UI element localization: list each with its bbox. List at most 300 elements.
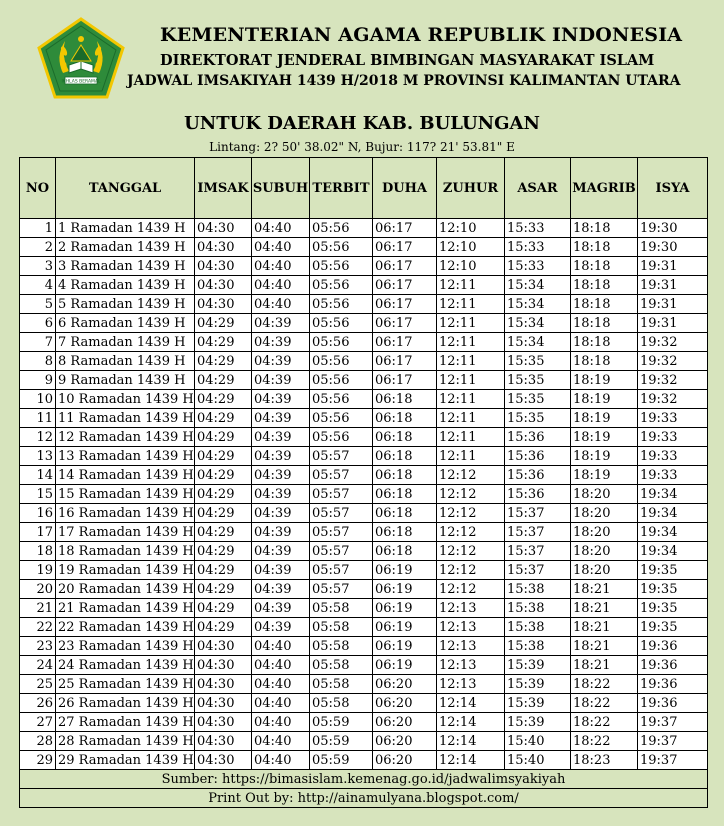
cell-subuh: 04:39 xyxy=(252,428,310,447)
cell-subuh: 04:40 xyxy=(252,276,310,295)
cell-terbit: 05:57 xyxy=(310,504,373,523)
cell-magrib: 18:18 xyxy=(571,314,638,333)
cell-no: 10 xyxy=(20,390,56,409)
cell-subuh: 04:39 xyxy=(252,314,310,333)
cell-magrib: 18:19 xyxy=(571,447,638,466)
cell-terbit: 05:56 xyxy=(310,276,373,295)
cell-duha: 06:19 xyxy=(373,561,437,580)
cell-subuh: 04:40 xyxy=(252,257,310,276)
cell-no: 25 xyxy=(20,675,56,694)
cell-magrib: 18:18 xyxy=(571,219,638,238)
cell-tanggal: 19 Ramadan 1439 H xyxy=(56,561,195,580)
cell-asar: 15:33 xyxy=(505,257,571,276)
cell-duha: 06:17 xyxy=(373,276,437,295)
cell-terbit: 05:57 xyxy=(310,447,373,466)
cell-no: 12 xyxy=(20,428,56,447)
cell-zuhur: 12:12 xyxy=(437,504,505,523)
cell-magrib: 18:18 xyxy=(571,276,638,295)
cell-isya: 19:35 xyxy=(638,580,708,599)
cell-subuh: 04:39 xyxy=(252,580,310,599)
cell-imsak: 04:29 xyxy=(195,333,252,352)
cell-magrib: 18:23 xyxy=(571,751,638,770)
cell-zuhur: 12:11 xyxy=(437,314,505,333)
cell-zuhur: 12:10 xyxy=(437,257,505,276)
cell-tanggal: 17 Ramadan 1439 H xyxy=(56,523,195,542)
table-header-row xyxy=(20,158,708,219)
cell-tanggal: 24 Ramadan 1439 H xyxy=(56,656,195,675)
cell-isya: 19:35 xyxy=(638,561,708,580)
cell-no: 1 xyxy=(20,219,56,238)
cell-subuh: 04:39 xyxy=(252,504,310,523)
cell-subuh: 04:40 xyxy=(252,637,310,656)
imsakiyah-table xyxy=(19,157,708,808)
cell-no: 11 xyxy=(20,409,56,428)
cell-isya: 19:32 xyxy=(638,371,708,390)
cell-asar: 15:35 xyxy=(505,390,571,409)
cell-zuhur: 12:14 xyxy=(437,732,505,751)
kemenag-logo-icon xyxy=(37,17,125,99)
cell-tanggal: 9 Ramadan 1439 H xyxy=(56,371,195,390)
cell-imsak: 04:30 xyxy=(195,656,252,675)
cell-asar: 15:38 xyxy=(505,637,571,656)
cell-no: 29 xyxy=(20,751,56,770)
cell-subuh: 04:39 xyxy=(252,485,310,504)
cell-isya: 19:35 xyxy=(638,618,708,637)
cell-tanggal: 23 Ramadan 1439 H xyxy=(56,637,195,656)
cell-magrib: 18:22 xyxy=(571,694,638,713)
cell-imsak: 04:29 xyxy=(195,504,252,523)
cell-isya: 19:37 xyxy=(638,732,708,751)
cell-imsak: 04:30 xyxy=(195,637,252,656)
cell-duha: 06:18 xyxy=(373,542,437,561)
cell-no: 15 xyxy=(20,485,56,504)
cell-duha: 06:17 xyxy=(373,314,437,333)
cell-subuh: 04:39 xyxy=(252,352,310,371)
cell-no: 3 xyxy=(20,257,56,276)
cell-magrib: 18:18 xyxy=(571,238,638,257)
cell-duha: 06:18 xyxy=(373,447,437,466)
cell-tanggal: 21 Ramadan 1439 H xyxy=(56,599,195,618)
cell-zuhur: 12:13 xyxy=(437,656,505,675)
cell-subuh: 04:39 xyxy=(252,523,310,542)
cell-terbit: 05:56 xyxy=(310,238,373,257)
cell-zuhur: 12:11 xyxy=(437,390,505,409)
cell-isya: 19:32 xyxy=(638,390,708,409)
table-row xyxy=(20,466,708,485)
table-row xyxy=(20,428,708,447)
cell-tanggal: 5 Ramadan 1439 H xyxy=(56,295,195,314)
cell-magrib: 18:19 xyxy=(571,466,638,485)
cell-terbit: 05:57 xyxy=(310,523,373,542)
cell-subuh: 04:39 xyxy=(252,333,310,352)
cell-magrib: 18:20 xyxy=(571,542,638,561)
cell-terbit: 05:56 xyxy=(310,390,373,409)
cell-no: 2 xyxy=(20,238,56,257)
cell-terbit: 05:58 xyxy=(310,656,373,675)
cell-isya: 19:37 xyxy=(638,713,708,732)
cell-isya: 19:33 xyxy=(638,447,708,466)
cell-terbit: 05:56 xyxy=(310,352,373,371)
cell-duha: 06:20 xyxy=(373,675,437,694)
cell-isya: 19:36 xyxy=(638,656,708,675)
cell-tanggal: 18 Ramadan 1439 H xyxy=(56,542,195,561)
cell-magrib: 18:21 xyxy=(571,580,638,599)
cell-tanggal: 11 Ramadan 1439 H xyxy=(56,409,195,428)
cell-no: 14 xyxy=(20,466,56,485)
cell-no: 20 xyxy=(20,580,56,599)
cell-isya: 19:31 xyxy=(638,295,708,314)
cell-subuh: 04:40 xyxy=(252,732,310,751)
cell-asar: 15:39 xyxy=(505,675,571,694)
cell-imsak: 04:30 xyxy=(195,295,252,314)
table-row xyxy=(20,409,708,428)
cell-imsak: 04:29 xyxy=(195,314,252,333)
cell-tanggal: 12 Ramadan 1439 H xyxy=(56,428,195,447)
cell-no: 13 xyxy=(20,447,56,466)
cell-zuhur: 12:12 xyxy=(437,523,505,542)
cell-terbit: 05:56 xyxy=(310,428,373,447)
cell-terbit: 05:57 xyxy=(310,466,373,485)
cell-imsak: 04:29 xyxy=(195,599,252,618)
cell-subuh: 04:39 xyxy=(252,466,310,485)
cell-subuh: 04:39 xyxy=(252,561,310,580)
cell-asar: 15:36 xyxy=(505,485,571,504)
cell-magrib: 18:18 xyxy=(571,295,638,314)
cell-asar: 15:36 xyxy=(505,447,571,466)
schedule-title: JADWAL IMSAKIYAH 1439 H/2018 M PROVINSI KALIMANTAN UTARA xyxy=(127,73,681,89)
cell-zuhur: 12:11 xyxy=(437,352,505,371)
cell-duha: 06:19 xyxy=(373,618,437,637)
cell-isya: 19:34 xyxy=(638,542,708,561)
cell-terbit: 05:56 xyxy=(310,314,373,333)
cell-isya: 19:36 xyxy=(638,694,708,713)
table-row xyxy=(20,523,708,542)
printout-row xyxy=(20,789,708,808)
cell-magrib: 18:19 xyxy=(571,409,638,428)
cell-imsak: 04:29 xyxy=(195,447,252,466)
table-row xyxy=(20,485,708,504)
cell-terbit: 05:59 xyxy=(310,713,373,732)
cell-subuh: 04:40 xyxy=(252,694,310,713)
cell-no: 6 xyxy=(20,314,56,333)
cell-isya: 19:30 xyxy=(638,219,708,238)
table-row xyxy=(20,561,708,580)
cell-subuh: 04:39 xyxy=(252,409,310,428)
cell-duha: 06:17 xyxy=(373,371,437,390)
table-row xyxy=(20,238,708,257)
cell-imsak: 04:30 xyxy=(195,675,252,694)
cell-magrib: 18:22 xyxy=(571,713,638,732)
cell-subuh: 04:40 xyxy=(252,713,310,732)
cell-imsak: 04:29 xyxy=(195,409,252,428)
cell-duha: 06:20 xyxy=(373,732,437,751)
cell-duha: 06:19 xyxy=(373,656,437,675)
cell-imsak: 04:30 xyxy=(195,751,252,770)
printout-text: Print Out by: http://ainamulyana.blogspot.com/ xyxy=(20,789,708,808)
table-row xyxy=(20,447,708,466)
cell-tanggal: 10 Ramadan 1439 H xyxy=(56,390,195,409)
document-header xyxy=(0,0,724,170)
table-row xyxy=(20,542,708,561)
cell-asar: 15:34 xyxy=(505,314,571,333)
cell-zuhur: 12:11 xyxy=(437,276,505,295)
table-row xyxy=(20,333,708,352)
cell-duha: 06:20 xyxy=(373,713,437,732)
cell-imsak: 04:30 xyxy=(195,713,252,732)
cell-zuhur: 12:11 xyxy=(437,333,505,352)
cell-terbit: 05:56 xyxy=(310,333,373,352)
column-header-duha: DUHA xyxy=(373,158,437,219)
cell-asar: 15:39 xyxy=(505,656,571,675)
cell-subuh: 04:40 xyxy=(252,675,310,694)
cell-imsak: 04:30 xyxy=(195,732,252,751)
cell-asar: 15:40 xyxy=(505,751,571,770)
table-row xyxy=(20,599,708,618)
cell-asar: 15:38 xyxy=(505,580,571,599)
cell-no: 28 xyxy=(20,732,56,751)
cell-no: 17 xyxy=(20,523,56,542)
table-row xyxy=(20,618,708,637)
cell-terbit: 05:58 xyxy=(310,599,373,618)
cell-isya: 19:36 xyxy=(638,637,708,656)
cell-zuhur: 12:12 xyxy=(437,561,505,580)
cell-duha: 06:17 xyxy=(373,352,437,371)
cell-isya: 19:34 xyxy=(638,504,708,523)
table-row xyxy=(20,352,708,371)
cell-magrib: 18:18 xyxy=(571,257,638,276)
cell-duha: 06:19 xyxy=(373,599,437,618)
cell-asar: 15:33 xyxy=(505,238,571,257)
cell-isya: 19:31 xyxy=(638,314,708,333)
cell-subuh: 04:39 xyxy=(252,599,310,618)
cell-asar: 15:38 xyxy=(505,618,571,637)
cell-duha: 06:18 xyxy=(373,428,437,447)
cell-magrib: 18:19 xyxy=(571,390,638,409)
cell-duha: 06:18 xyxy=(373,523,437,542)
table-row xyxy=(20,656,708,675)
cell-zuhur: 12:12 xyxy=(437,466,505,485)
ministry-title: KEMENTERIAN AGAMA REPUBLIK INDONESIA xyxy=(160,24,683,46)
column-header-imsak: IMSAK xyxy=(195,158,252,219)
cell-zuhur: 12:13 xyxy=(437,675,505,694)
cell-asar: 15:34 xyxy=(505,295,571,314)
source-row xyxy=(20,770,708,789)
table-row xyxy=(20,580,708,599)
table-row xyxy=(20,276,708,295)
table-row xyxy=(20,314,708,333)
cell-subuh: 04:39 xyxy=(252,371,310,390)
cell-imsak: 04:29 xyxy=(195,352,252,371)
column-header-magrib: MAGRIB xyxy=(571,158,638,219)
cell-no: 8 xyxy=(20,352,56,371)
cell-asar: 15:36 xyxy=(505,428,571,447)
cell-no: 21 xyxy=(20,599,56,618)
table-row xyxy=(20,295,708,314)
cell-imsak: 04:29 xyxy=(195,618,252,637)
cell-zuhur: 12:14 xyxy=(437,751,505,770)
column-header-zuhur: ZUHUR xyxy=(437,158,505,219)
cell-asar: 15:35 xyxy=(505,409,571,428)
cell-terbit: 05:56 xyxy=(310,409,373,428)
cell-tanggal: 26 Ramadan 1439 H xyxy=(56,694,195,713)
cell-magrib: 18:20 xyxy=(571,523,638,542)
cell-imsak: 04:30 xyxy=(195,238,252,257)
cell-magrib: 18:21 xyxy=(571,599,638,618)
cell-isya: 19:31 xyxy=(638,257,708,276)
cell-subuh: 04:40 xyxy=(252,751,310,770)
cell-duha: 06:18 xyxy=(373,485,437,504)
cell-isya: 19:36 xyxy=(638,675,708,694)
cell-terbit: 05:57 xyxy=(310,542,373,561)
table-body xyxy=(20,219,708,770)
cell-tanggal: 2 Ramadan 1439 H xyxy=(56,238,195,257)
cell-magrib: 18:21 xyxy=(571,637,638,656)
cell-duha: 06:17 xyxy=(373,333,437,352)
cell-duha: 06:20 xyxy=(373,751,437,770)
coordinates: Lintang: 2? 50' 38.02" N, Bujur: 117? 21' 53.81" E xyxy=(209,140,515,154)
cell-asar: 15:38 xyxy=(505,599,571,618)
cell-magrib: 18:22 xyxy=(571,675,638,694)
cell-zuhur: 12:11 xyxy=(437,447,505,466)
cell-imsak: 04:29 xyxy=(195,542,252,561)
cell-tanggal: 29 Ramadan 1439 H xyxy=(56,751,195,770)
cell-imsak: 04:29 xyxy=(195,523,252,542)
table-row xyxy=(20,219,708,238)
cell-magrib: 18:18 xyxy=(571,333,638,352)
cell-magrib: 18:22 xyxy=(571,732,638,751)
table-row xyxy=(20,371,708,390)
cell-zuhur: 12:14 xyxy=(437,694,505,713)
column-header-no: NO xyxy=(20,158,56,219)
cell-imsak: 04:30 xyxy=(195,219,252,238)
cell-duha: 06:18 xyxy=(373,504,437,523)
table-row xyxy=(20,713,708,732)
cell-tanggal: 27 Ramadan 1439 H xyxy=(56,713,195,732)
cell-zuhur: 12:11 xyxy=(437,409,505,428)
cell-tanggal: 6 Ramadan 1439 H xyxy=(56,314,195,333)
cell-zuhur: 12:14 xyxy=(437,713,505,732)
cell-terbit: 05:58 xyxy=(310,675,373,694)
cell-terbit: 05:57 xyxy=(310,580,373,599)
cell-magrib: 18:20 xyxy=(571,504,638,523)
cell-zuhur: 12:11 xyxy=(437,428,505,447)
cell-asar: 15:39 xyxy=(505,694,571,713)
cell-terbit: 05:57 xyxy=(310,485,373,504)
cell-asar: 15:35 xyxy=(505,352,571,371)
cell-magrib: 18:21 xyxy=(571,656,638,675)
cell-imsak: 04:29 xyxy=(195,466,252,485)
cell-asar: 15:34 xyxy=(505,333,571,352)
cell-isya: 19:34 xyxy=(638,485,708,504)
cell-tanggal: 28 Ramadan 1439 H xyxy=(56,732,195,751)
cell-terbit: 05:58 xyxy=(310,637,373,656)
table-row xyxy=(20,732,708,751)
cell-magrib: 18:19 xyxy=(571,428,638,447)
cell-no: 19 xyxy=(20,561,56,580)
cell-tanggal: 3 Ramadan 1439 H xyxy=(56,257,195,276)
cell-zuhur: 12:10 xyxy=(437,238,505,257)
table-row xyxy=(20,257,708,276)
cell-subuh: 04:39 xyxy=(252,390,310,409)
svg-text:IKHLAS BERAMAL: IKHLAS BERAMAL xyxy=(61,79,101,85)
cell-no: 23 xyxy=(20,637,56,656)
cell-no: 7 xyxy=(20,333,56,352)
cell-zuhur: 12:12 xyxy=(437,485,505,504)
cell-no: 5 xyxy=(20,295,56,314)
cell-terbit: 05:56 xyxy=(310,219,373,238)
cell-zuhur: 12:11 xyxy=(437,371,505,390)
cell-isya: 19:35 xyxy=(638,599,708,618)
cell-terbit: 05:57 xyxy=(310,561,373,580)
cell-duha: 06:18 xyxy=(373,466,437,485)
cell-no: 27 xyxy=(20,713,56,732)
cell-terbit: 05:58 xyxy=(310,694,373,713)
table-row xyxy=(20,694,708,713)
cell-zuhur: 12:13 xyxy=(437,618,505,637)
cell-terbit: 05:58 xyxy=(310,618,373,637)
cell-no: 26 xyxy=(20,694,56,713)
column-header-asar: ASAR xyxy=(505,158,571,219)
cell-asar: 15:37 xyxy=(505,542,571,561)
cell-no: 18 xyxy=(20,542,56,561)
cell-asar: 15:37 xyxy=(505,561,571,580)
cell-asar: 15:37 xyxy=(505,504,571,523)
cell-subuh: 04:39 xyxy=(252,542,310,561)
cell-imsak: 04:29 xyxy=(195,561,252,580)
cell-magrib: 18:21 xyxy=(571,618,638,637)
table-row xyxy=(20,504,708,523)
cell-asar: 15:35 xyxy=(505,371,571,390)
cell-subuh: 04:40 xyxy=(252,238,310,257)
column-header-tanggal: TANGGAL xyxy=(56,158,195,219)
cell-terbit: 05:59 xyxy=(310,732,373,751)
cell-duha: 06:17 xyxy=(373,257,437,276)
cell-tanggal: 22 Ramadan 1439 H xyxy=(56,618,195,637)
cell-isya: 19:34 xyxy=(638,523,708,542)
cell-asar: 15:36 xyxy=(505,466,571,485)
cell-tanggal: 25 Ramadan 1439 H xyxy=(56,675,195,694)
cell-no: 9 xyxy=(20,371,56,390)
table-row xyxy=(20,675,708,694)
column-header-isya: ISYA xyxy=(638,158,708,219)
cell-imsak: 04:29 xyxy=(195,390,252,409)
cell-tanggal: 4 Ramadan 1439 H xyxy=(56,276,195,295)
cell-terbit: 05:56 xyxy=(310,257,373,276)
cell-isya: 19:31 xyxy=(638,276,708,295)
cell-zuhur: 12:11 xyxy=(437,295,505,314)
cell-isya: 19:32 xyxy=(638,333,708,352)
cell-isya: 19:32 xyxy=(638,352,708,371)
table-row xyxy=(20,390,708,409)
cell-zuhur: 12:13 xyxy=(437,599,505,618)
cell-duha: 06:17 xyxy=(373,219,437,238)
cell-magrib: 18:19 xyxy=(571,371,638,390)
cell-terbit: 05:56 xyxy=(310,295,373,314)
cell-duha: 06:19 xyxy=(373,580,437,599)
cell-duha: 06:18 xyxy=(373,409,437,428)
cell-zuhur: 12:10 xyxy=(437,219,505,238)
cell-zuhur: 12:12 xyxy=(437,580,505,599)
cell-no: 22 xyxy=(20,618,56,637)
cell-tanggal: 14 Ramadan 1439 H xyxy=(56,466,195,485)
directorate-title: DIREKTORAT JENDERAL BIMBINGAN MASYARAKAT ISLAM xyxy=(160,52,655,69)
cell-duha: 06:17 xyxy=(373,295,437,314)
cell-asar: 15:37 xyxy=(505,523,571,542)
cell-isya: 19:33 xyxy=(638,428,708,447)
region-title: UNTUK DAERAH KAB. BULUNGAN xyxy=(184,113,540,134)
cell-subuh: 04:39 xyxy=(252,447,310,466)
cell-magrib: 18:18 xyxy=(571,352,638,371)
